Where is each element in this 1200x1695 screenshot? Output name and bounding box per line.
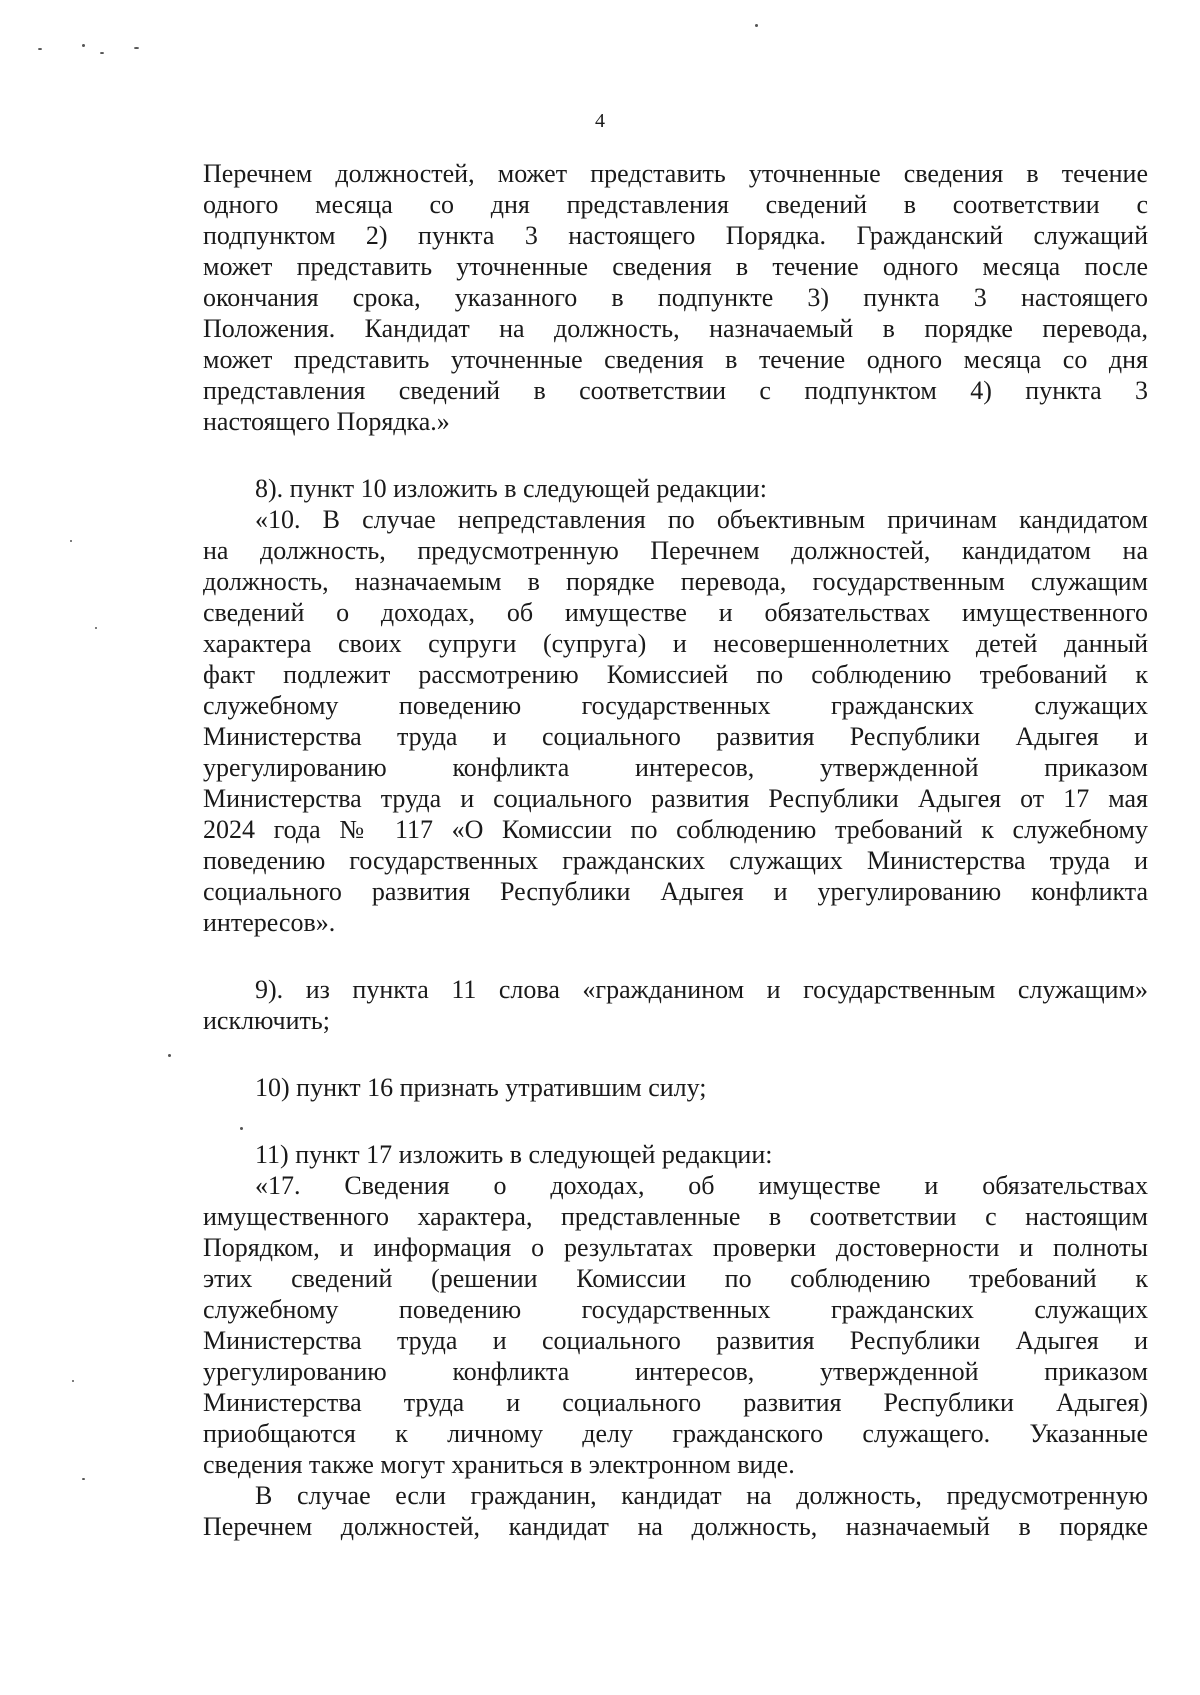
paragraph-gap xyxy=(203,1103,1148,1139)
text-line: Перечнем должностей, может представить уточненные сведения в течение xyxy=(203,159,1148,188)
text-line: социального развития Республики Адыгея и урегулированию конфликта xyxy=(203,877,1148,906)
item-10 xyxy=(203,1072,1148,1103)
text-line: может представить уточненные сведения в течение одного месяца со дня xyxy=(203,345,1148,374)
text-line: факт подлежит рассмотрению Комиссией по соблюдению требований к xyxy=(203,660,1148,689)
paragraph-gap xyxy=(203,938,1148,974)
text-line: интересов». xyxy=(203,908,336,937)
item-9 xyxy=(203,974,1148,1036)
text-line: этих сведений (решении Комиссии по соблюдению требований к xyxy=(203,1264,1148,1293)
text-line: Министерства труда и социального развития Республики Адыгея) xyxy=(203,1388,1148,1417)
text-line: Министерства труда и социального развития Республики Адыгея и xyxy=(203,722,1148,751)
paragraph-gap xyxy=(203,1036,1148,1072)
text-line: урегулированию конфликта интересов, утвержденной приказом xyxy=(203,1357,1148,1386)
text-line: одного месяца со дня представления сведений в соответствии с xyxy=(203,190,1148,219)
text-line: настоящего Порядка.» xyxy=(203,407,450,436)
text-line: должность, назначаемым в порядке перевода, государственным служащим xyxy=(203,567,1148,596)
scan-speck xyxy=(72,1380,74,1382)
text-line: В случае если гражданин, кандидат на должность, предусмотренную xyxy=(255,1481,1148,1510)
text-line: подпунктом 2) пункта 3 настоящего Порядка. Гражданский служащий xyxy=(203,221,1148,250)
item-heading: 10) пункт 16 признать утратившим силу; xyxy=(255,1073,707,1102)
text-line: «10. В случае непредставления по объективным причинам кандидатом xyxy=(255,505,1148,534)
text-line: служебному поведению государственных гражданских служащих xyxy=(203,1295,1148,1324)
scan-speck xyxy=(70,540,72,542)
paragraph-continuation xyxy=(203,158,1148,437)
text-line: «17. Сведения о доходах, об имуществе и обязательствах xyxy=(255,1171,1148,1200)
text-line: Перечнем должностей, кандидат на должность, назначаемый в порядке xyxy=(203,1512,1148,1541)
text-line: приобщаются к личному делу гражданского служащего. Указанные xyxy=(203,1419,1148,1448)
scan-speck xyxy=(38,48,42,50)
scan-speck xyxy=(100,52,104,54)
page-number: 4 xyxy=(595,110,605,132)
text-line: может представить уточненные сведения в течение одного месяца после xyxy=(203,252,1148,281)
text-line: имущественного характера, представленные в соответствии с настоящим xyxy=(203,1202,1148,1231)
text-line: урегулированию конфликта интересов, утвержденной приказом xyxy=(203,753,1148,782)
item-heading: 9). из пункта 11 слова «гражданином и государственным служащим» xyxy=(255,975,1148,1004)
scan-speck xyxy=(168,1054,171,1057)
text-line: сведений о доходах, об имуществе и обязательствах имущественного xyxy=(203,598,1148,627)
text-line: сведения также могут храниться в электронном виде. xyxy=(203,1450,795,1479)
scan-speck xyxy=(134,47,139,49)
item-8 xyxy=(203,473,1148,938)
item-11 xyxy=(203,1139,1148,1542)
document-body xyxy=(203,158,1148,1542)
text-line: на должность, предусмотренную Перечнем должностей, кандидатом на xyxy=(203,536,1148,565)
text-line: исключить; xyxy=(203,1006,330,1035)
text-line: характера своих супруги (супруга) и несовершеннолетних детей данный xyxy=(203,629,1148,658)
item-heading: 11) пункт 17 изложить в следующей редакции: xyxy=(255,1140,773,1169)
text-line: служебному поведению государственных гражданских служащих xyxy=(203,691,1148,720)
text-line: 2024 года № 117 «О Комиссии по соблюдению требований к служебному xyxy=(203,815,1148,844)
scan-speck xyxy=(82,44,85,47)
text-line: Положения. Кандидат на должность, назначаемый в порядке перевода, xyxy=(203,314,1148,343)
text-line: Порядком, и информация о результатах проверки достоверности и полноты xyxy=(203,1233,1148,1262)
text-line: Министерства труда и социального развития Республики Адыгея и xyxy=(203,1326,1148,1355)
scan-speck xyxy=(755,24,758,27)
text-line: Министерства труда и социального развития Республики Адыгея от 17 мая xyxy=(203,784,1148,813)
scan-speck xyxy=(82,1478,85,1480)
text-line: представления сведений в соответствии с подпунктом 4) пункта 3 xyxy=(203,376,1148,405)
text-line: окончания срока, указанного в подпункте 3) пункта 3 настоящего xyxy=(203,283,1148,312)
scan-speck xyxy=(95,627,97,629)
text-line: поведению государственных гражданских служащих Министерства труда и xyxy=(203,846,1148,875)
item-heading: 8). пункт 10 изложить в следующей редакции: xyxy=(255,474,767,503)
paragraph-gap xyxy=(203,437,1148,473)
